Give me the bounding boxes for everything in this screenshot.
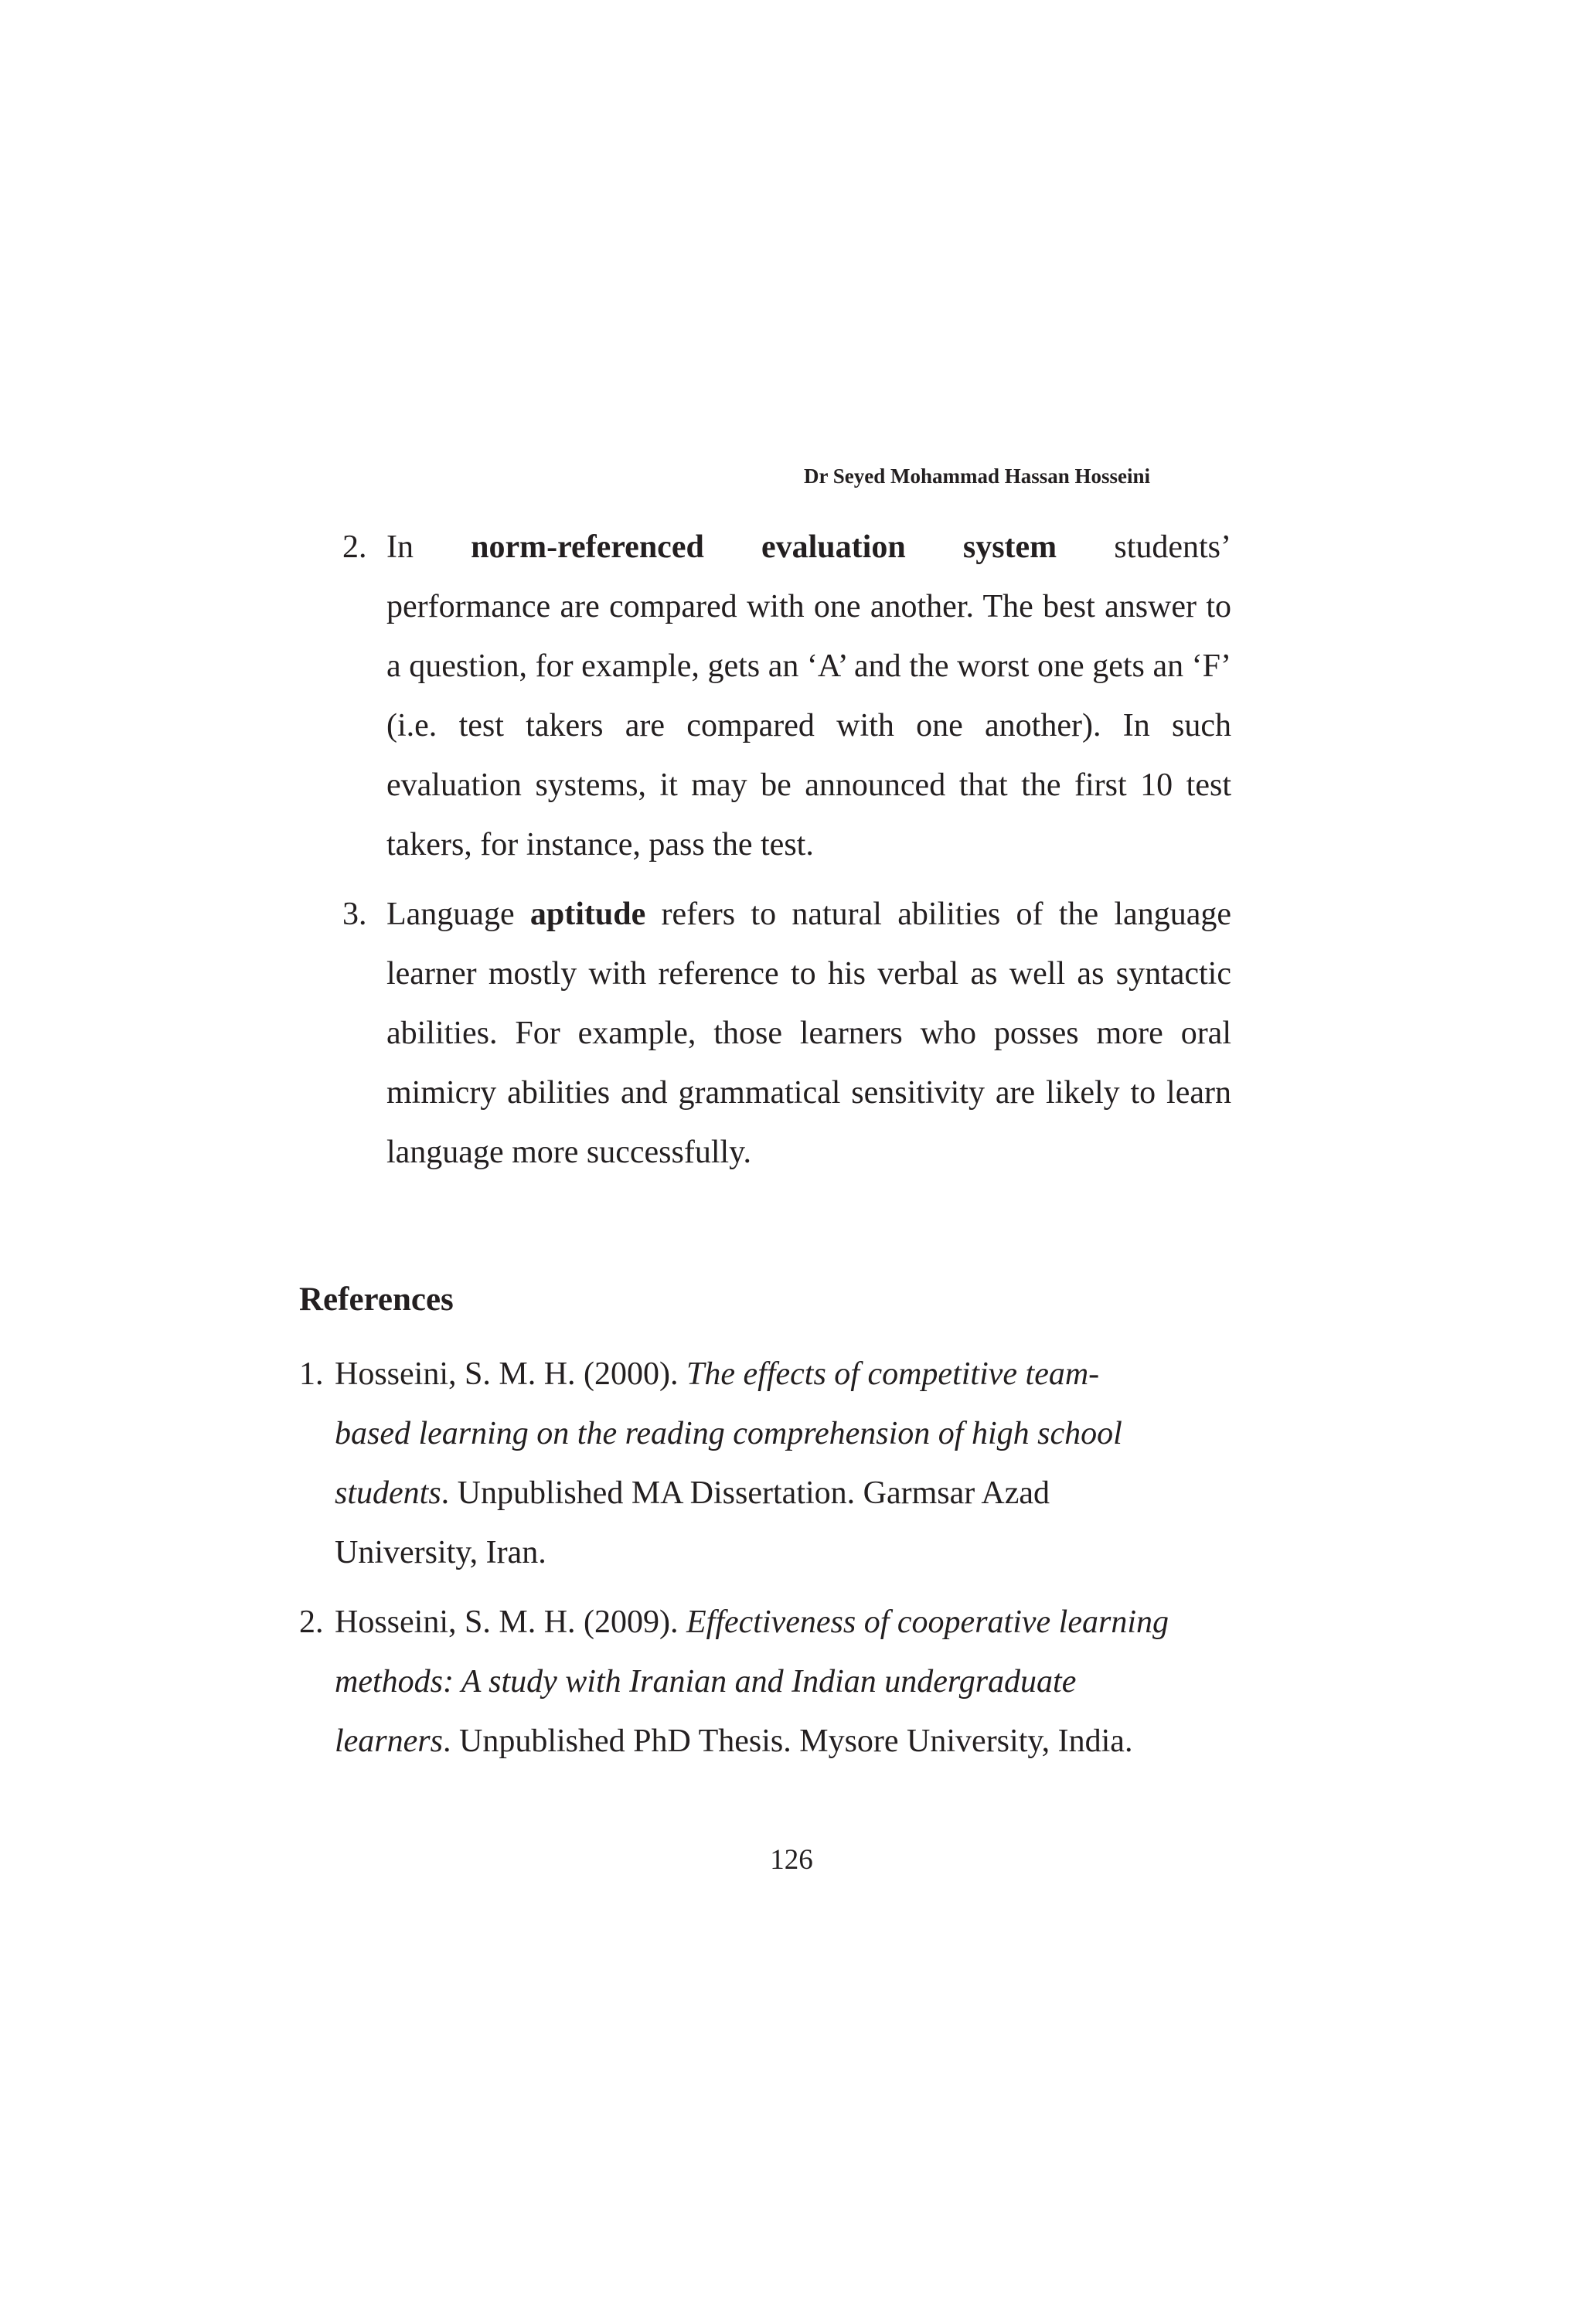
reference-line: [335, 1345, 1200, 1404]
list-item-text: performance are compared with one another. The best answer to a question, for example, gets an ‘A’ and the worst one gets an ‘F’ (i.e. test takers are compared with one another). In such evaluation systems, it may be announced that the first 10 test takers, for instance, pass the test.: [386, 589, 1231, 863]
reference-number: 2.: [299, 1604, 324, 1640]
reference-item-1: [299, 1345, 1203, 1592]
reference-line: University, Iran.: [335, 1535, 546, 1570]
term-aptitude: aptitude: [529, 897, 646, 932]
reference-line: based learning on the reading comprehension of high school: [335, 1416, 1122, 1451]
list-item-text: refers to natural abilities of the language learner mostly with reference to his verbal as well as syntactic abilities. For example, those learners who posses more oral mimicry abilities and grammatical sensitivity are likely to learn language more successfully.: [386, 897, 1231, 1170]
reference-author-year: Hosseini, S. M. H. (2000).: [335, 1356, 687, 1392]
reference-number: 1.: [299, 1356, 324, 1392]
reference-title: learners: [335, 1723, 443, 1759]
word-in: In: [386, 529, 414, 565]
term-evaluation: evaluation: [761, 529, 906, 565]
reference-source: . Unpublished PhD Thesis. Mysore University, India.: [443, 1723, 1133, 1759]
reference-title: The effects of competitive team-: [686, 1356, 1100, 1392]
list-item-body: [386, 885, 1231, 1182]
term-norm-referenced: norm-referenced: [471, 529, 704, 565]
term-system: system: [962, 529, 1057, 565]
reference-line: [335, 1712, 1247, 1771]
word-students: students’: [1114, 529, 1231, 565]
list-item-number: 2.: [342, 529, 367, 565]
reference-item-2: [299, 1593, 1250, 1778]
list-item-2: [342, 518, 1231, 881]
reference-line: [335, 1593, 1247, 1652]
reference-title: students: [335, 1475, 441, 1511]
reference-line: [335, 1464, 1200, 1523]
reference-body: [335, 1345, 1200, 1583]
list-item-lead: Language: [386, 897, 530, 932]
reference-body: [335, 1593, 1247, 1771]
reference-source: . Unpublished MA Dissertation. Garmsar Azad: [441, 1475, 1050, 1511]
list-item-number: 3.: [342, 897, 367, 932]
reference-author-year: Hosseini, S. M. H. (2009).: [335, 1604, 687, 1640]
list-item-3: [342, 885, 1231, 1194]
reference-line: methods: A study with Iranian and Indian undergraduate: [335, 1664, 1077, 1700]
reference-title: Effectiveness of cooperative learning: [686, 1604, 1169, 1640]
list-item-body: [386, 518, 1231, 875]
references-heading: References: [299, 1281, 454, 1318]
running-header-author: Dr Seyed Mohammad Hassan Hosseini: [804, 464, 1151, 488]
list-item-first-line: [386, 518, 1231, 577]
page-number: 126: [770, 1844, 813, 1876]
